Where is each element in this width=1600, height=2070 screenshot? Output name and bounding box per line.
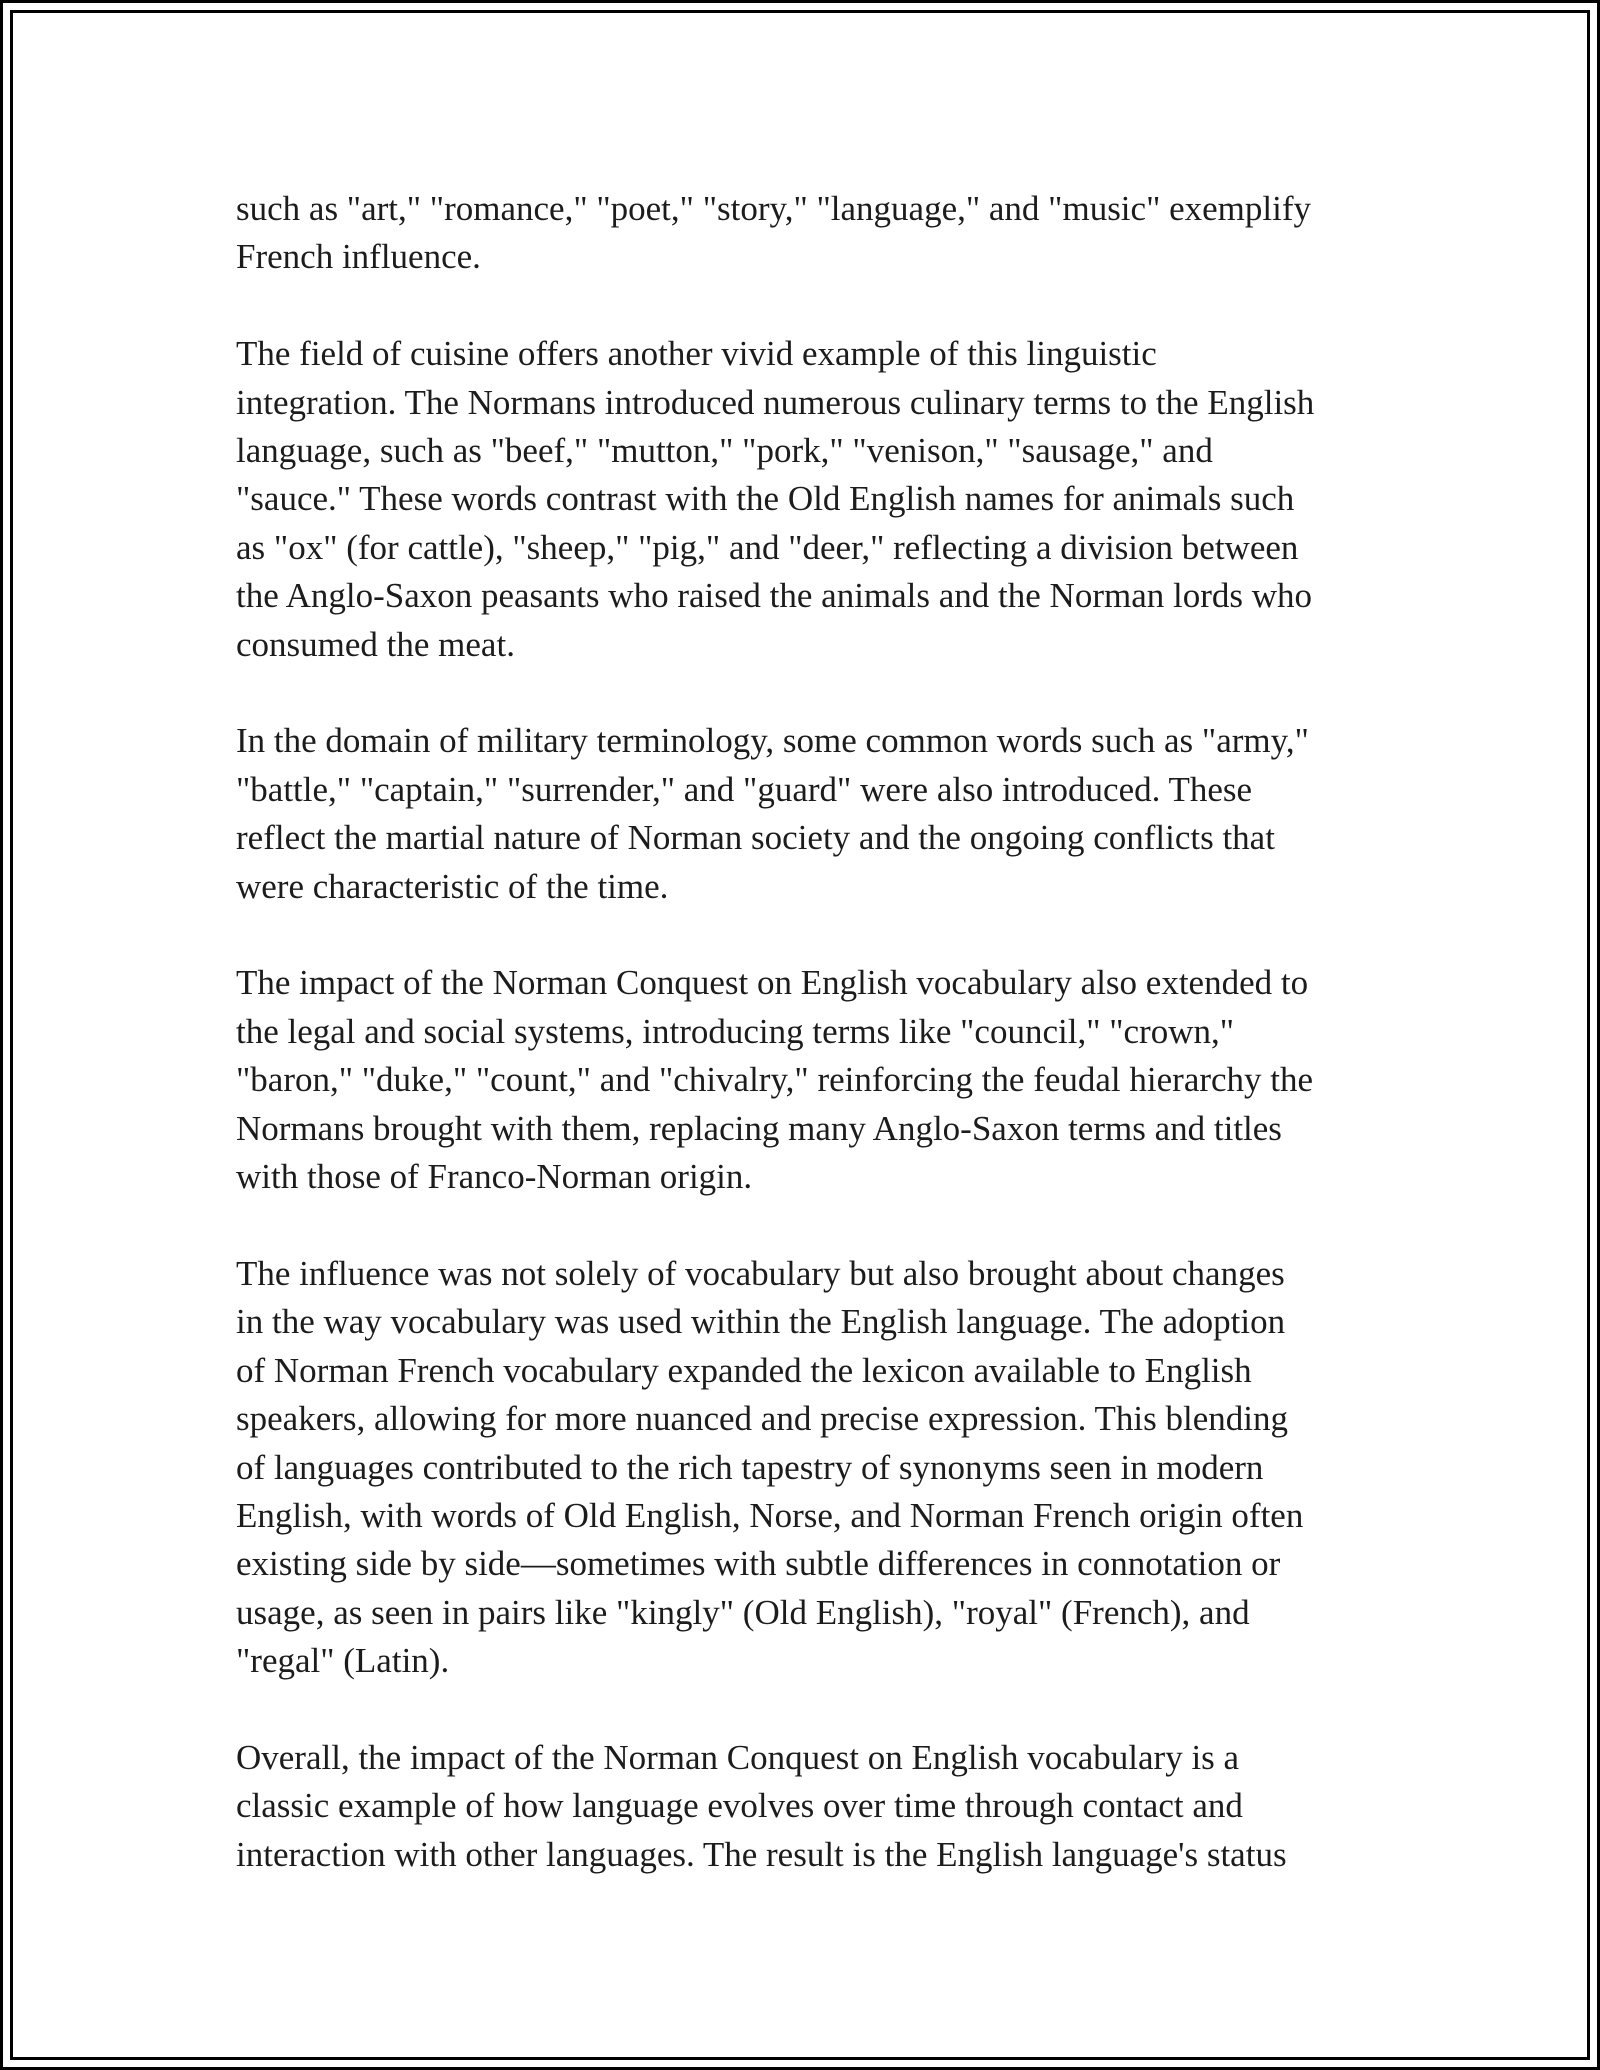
paragraph-overall (236, 1734, 1376, 1879)
text-line: French influence. (236, 237, 481, 277)
document-body (236, 185, 1376, 1928)
text-line: reflect the martial nature of Norman society and the ongoing conflicts that (236, 818, 1275, 858)
text-line: with those of Franco-Norman origin. (236, 1157, 753, 1197)
text-line: existing side by side—sometimes with subtle differences in connotation or (236, 1544, 1281, 1584)
text-line: The impact of the Norman Conquest on English vocabulary also extended to (236, 963, 1309, 1003)
text-line: speakers, allowing for more nuanced and precise expression. This blending (236, 1399, 1288, 1439)
text-line: the Anglo-Saxon peasants who raised the animals and the Norman lords who (236, 576, 1313, 616)
paragraph-usage (236, 1250, 1376, 1686)
text-line: "sauce." These words contrast with the Old English names for animals such (236, 479, 1295, 519)
text-line: were characteristic of the time. (236, 866, 669, 906)
text-line: such as "art," "romance," "poet," "story," "language," and "music" exemplify (236, 189, 1312, 228)
paragraph-legal-social (236, 959, 1376, 1201)
text-line: "regal" (Latin). (236, 1641, 450, 1681)
text-line: language, such as "beef," "mutton," "pork," "venison," "sausage," and (236, 431, 1213, 471)
text-line: integration. The Normans introduced numerous culinary terms to the English (236, 382, 1315, 422)
text-line: "battle," "captain," "surrender," and "guard" were also introduced. These (236, 769, 1253, 809)
text-line: of Norman French vocabulary expanded the lexicon available to English (236, 1350, 1252, 1390)
text-line: "baron," "duke," "count," and "chivalry," reinforcing the feudal hierarchy the (236, 1060, 1314, 1100)
text-line: classic example of how language evolves over time through contact and (236, 1786, 1243, 1826)
text-line: consumed the meat. (236, 624, 515, 664)
text-line: The influence was not solely of vocabulary but also brought about changes (236, 1253, 1285, 1293)
text-line: usage, as seen in pairs like "kingly" (Old English), "royal" (French), and (236, 1592, 1250, 1632)
paragraph-french-influence (236, 185, 1376, 282)
text-line: The field of cuisine offers another vivid example of this linguistic (236, 334, 1157, 374)
text-line: the legal and social systems, introducing terms like "council," "crown," (236, 1011, 1235, 1051)
text-line: English, with words of Old English, Norse, and Norman French origin often (236, 1495, 1304, 1535)
text-line: In the domain of military terminology, some common words such as "army," (236, 721, 1309, 761)
text-line: as "ox" (for cattle), "sheep," "pig," and "deer," reflecting a division between (236, 527, 1299, 567)
text-line: in the way vocabulary was used within the English language. The adoption (236, 1302, 1286, 1342)
paragraph-cuisine (236, 330, 1376, 669)
text-line: interaction with other languages. The result is the English language's status (236, 1834, 1287, 1874)
paragraph-military (236, 717, 1376, 911)
text-line: Normans brought with them, replacing many Anglo-Saxon terms and titles (236, 1108, 1282, 1148)
text-line: of languages contributed to the rich tapestry of synonyms seen in modern (236, 1447, 1264, 1487)
text-line: Overall, the impact of the Norman Conquest on English vocabulary is a (236, 1737, 1240, 1777)
